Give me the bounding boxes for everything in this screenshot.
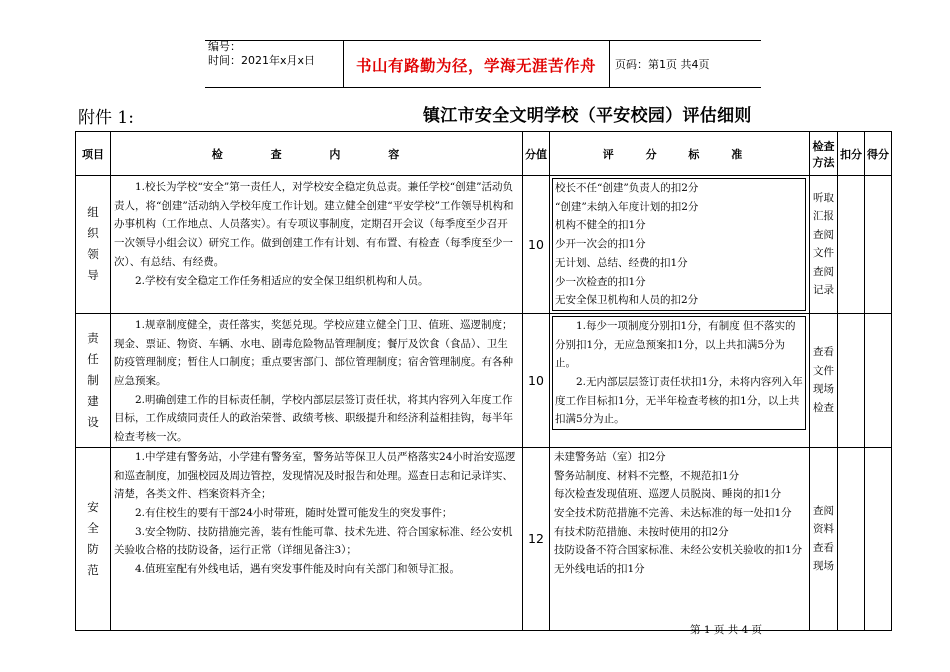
standard-line: 有技术防范措施、未按时使用的扣2分: [554, 525, 729, 538]
item-char: 建: [87, 393, 99, 408]
header-item: 项目: [76, 132, 111, 176]
method-line: 听取: [813, 191, 834, 204]
standard-line: 未建警务站（室）扣2分: [554, 450, 666, 463]
header-divider-left: [343, 40, 344, 88]
header-method-line1: 检查: [812, 139, 835, 153]
item-char: 安: [87, 499, 99, 514]
row-get: [865, 313, 892, 447]
standard-line: 少一次检查的扣1分: [555, 275, 646, 288]
row-method: [810, 176, 838, 314]
item-char: 织: [87, 226, 99, 241]
evaluation-table: [75, 131, 892, 631]
item-char: 领: [87, 247, 99, 262]
row-method: [810, 313, 838, 447]
row-content: [111, 447, 523, 630]
standard-line: 1.每少一项制度分别扣1分，有制度 但不落实的分别扣1分，无应急预案扣1分，以上共扣满5分为止。: [555, 319, 796, 370]
number-label: 编号：: [208, 40, 241, 53]
method-line: 查阅: [813, 504, 834, 517]
table-row: [76, 313, 892, 447]
row-score: 12: [523, 447, 550, 630]
content-paragraph: 1.校长为学校“安全”第一责任人，对学校安全稳定负总责。兼任学校“创建”活动负责人，将“创建”活动纳入学校年度工作计划。建立健全创建“平安学校”工作领导机构和办事机构（工作地点、人员落实）。有专项议事制度，定期召开会议（每季度至少召开一次领导小组会议）研究工作。做到创建工作有计划、有布置、有检查（每季度至少一次）、有总结、有经费。: [114, 181, 514, 268]
row-standard: [550, 447, 810, 630]
header-standard: [550, 132, 810, 176]
row-content: [111, 313, 523, 447]
header-method-line2: 方法: [812, 155, 835, 169]
method-line: 文件: [813, 364, 834, 377]
header-divider-right: [609, 40, 610, 88]
row-get: [865, 176, 892, 314]
row-deduct: [838, 447, 865, 630]
row-item: [76, 176, 111, 314]
table-row: [76, 447, 892, 630]
content-paragraph: 1.中学建有警务站，小学建有警务室，警务站等保卫人员严格落实24小时治安巡逻和巡查制度，加强校园及周边管控，发现情况及时报告和处理。巡查日志和记录详实、清楚，各类文件、档案资料齐全；: [114, 450, 516, 501]
row-score: 10: [523, 176, 550, 314]
row-item: [76, 313, 111, 447]
row-deduct: [838, 176, 865, 314]
header-method: [810, 132, 838, 176]
row-content: [111, 176, 523, 314]
header-page-label: 页码：第1页 共4页: [615, 58, 710, 71]
header-standard-text: 评 分 标 准: [602, 147, 757, 161]
method-line: 查阅: [813, 265, 834, 278]
content-paragraph: 1.规章制度健全，责任落实，奖惩兑现。学校应建立健全门卫、值班、巡逻制度；现金、票证、物资、车辆、水电、剧毒危险物品管理制度；餐厅及饮食（食品）、卫生防疫管理制度；暂住人口制度；重点要害部门、部位管理制度；宿舍管理制度。有各种应急预案。: [114, 318, 513, 388]
row-method: [810, 447, 838, 630]
standard-list: [552, 448, 806, 579]
standard-line: 无外线电话的扣1分: [554, 563, 645, 576]
time-label: 时间：2021年x月x日: [208, 54, 316, 67]
header-content: [111, 132, 523, 176]
page-header: [205, 40, 761, 88]
method-line: 汇报: [813, 210, 834, 223]
item-char: 制: [87, 372, 99, 387]
row-get: [865, 447, 892, 630]
header-deduct: 扣分: [838, 132, 865, 176]
standard-line: 校长不任“创建”负责人的扣2分: [555, 182, 699, 194]
standard-line: 技防设备不符合国家标准、未经公安机关验收的扣1分: [554, 544, 803, 557]
method-line: 查看: [813, 346, 834, 359]
standard-line: 每次检查发现值班、巡逻人员脱岗、睡岗的扣1分: [554, 488, 782, 501]
item-char: 防: [87, 541, 99, 556]
item-char: 设: [87, 414, 99, 429]
row-item: [76, 447, 111, 630]
standard-line: 警务站制度、材料不完整，不规范扣1分: [554, 469, 740, 482]
method-line: 记录: [813, 284, 834, 297]
method-line: 查阅: [813, 228, 834, 241]
content-paragraph: 2.学校有安全稳定工作任务相适应的安全保卫组织机构和人员。: [135, 274, 429, 287]
row-standard: [550, 313, 810, 447]
method-line: 查看: [813, 541, 834, 554]
content-paragraph: 4.值班室配有外线电话，遇有突发事件能及时向有关部门和领导汇报。: [135, 563, 461, 576]
method-line: 检查: [813, 401, 834, 414]
item-char: 责: [87, 330, 99, 345]
header-meta: [208, 40, 315, 68]
standard-line: 2.无内部层层签订责任状扣1分，未将内容列入年度工作目标扣1分，无半年检查考核的扣1分，以上共扣满5分为止。: [555, 376, 803, 426]
page-footer: 第 1 页 共 4 页: [690, 624, 763, 636]
header-content-text: 检 查 内 容: [211, 147, 422, 161]
item-char: 范: [87, 562, 99, 577]
header-bottom-rule: [205, 87, 761, 88]
method-line: 现场: [813, 560, 834, 573]
method-line: 现场: [813, 383, 834, 396]
item-char: 导: [87, 268, 99, 283]
standard-line: 少开一次会的扣1分: [555, 238, 646, 251]
item-char: 任: [87, 351, 99, 366]
standard-line: 无安全保卫机构和人员的扣2分: [555, 294, 699, 307]
table-row: [76, 176, 892, 314]
row-score: 10: [523, 313, 550, 447]
standard-line: 无计划、总结、经费的扣1分: [555, 256, 688, 269]
header-get: 得分: [865, 132, 892, 176]
item-char: 组: [87, 205, 99, 220]
standard-box: [552, 178, 806, 311]
document-title: 镇江市安全文明学校（平安校园）评估细则: [423, 106, 752, 126]
header-score: 分值: [523, 132, 550, 176]
method-line: 资料: [813, 523, 834, 536]
standard-line: 机构不健全的扣1分: [555, 219, 646, 232]
standard-box: [552, 316, 806, 430]
attachment-label: 附件 1:: [78, 108, 134, 128]
row-deduct: [838, 313, 865, 447]
content-paragraph: 2.明确创建工作的目标责任制，学校内部层层签订责任状，将其内容列入年度工作目标，工作成绩同责任人的政治荣誉、政绩考核、职级提升和经济利益相挂钩，每半年检查考核一次。: [114, 393, 513, 444]
method-line: 文件: [813, 247, 834, 260]
header-motto: 书山有路勤为径，学海无涯苦作舟: [355, 57, 596, 75]
standard-line: “创建”未纳入年度计划的扣2分: [555, 200, 699, 213]
table-header-row: [76, 132, 892, 176]
standard-line: 安全技术防范措施不完善、未达标准的每一处扣1分: [554, 506, 792, 519]
content-paragraph: 3.安全物防、技防措施完善，装有性能可靠、技术先进、符合国家标准、经公安机关验收合格的技防设备，运行正常（详细见备注3）；: [114, 525, 513, 557]
content-paragraph: 2.有住校生的要有干部24小时带班，随时处置可能发生的突发事件；: [135, 506, 453, 519]
item-char: 全: [87, 520, 99, 535]
row-standard: [550, 176, 810, 314]
